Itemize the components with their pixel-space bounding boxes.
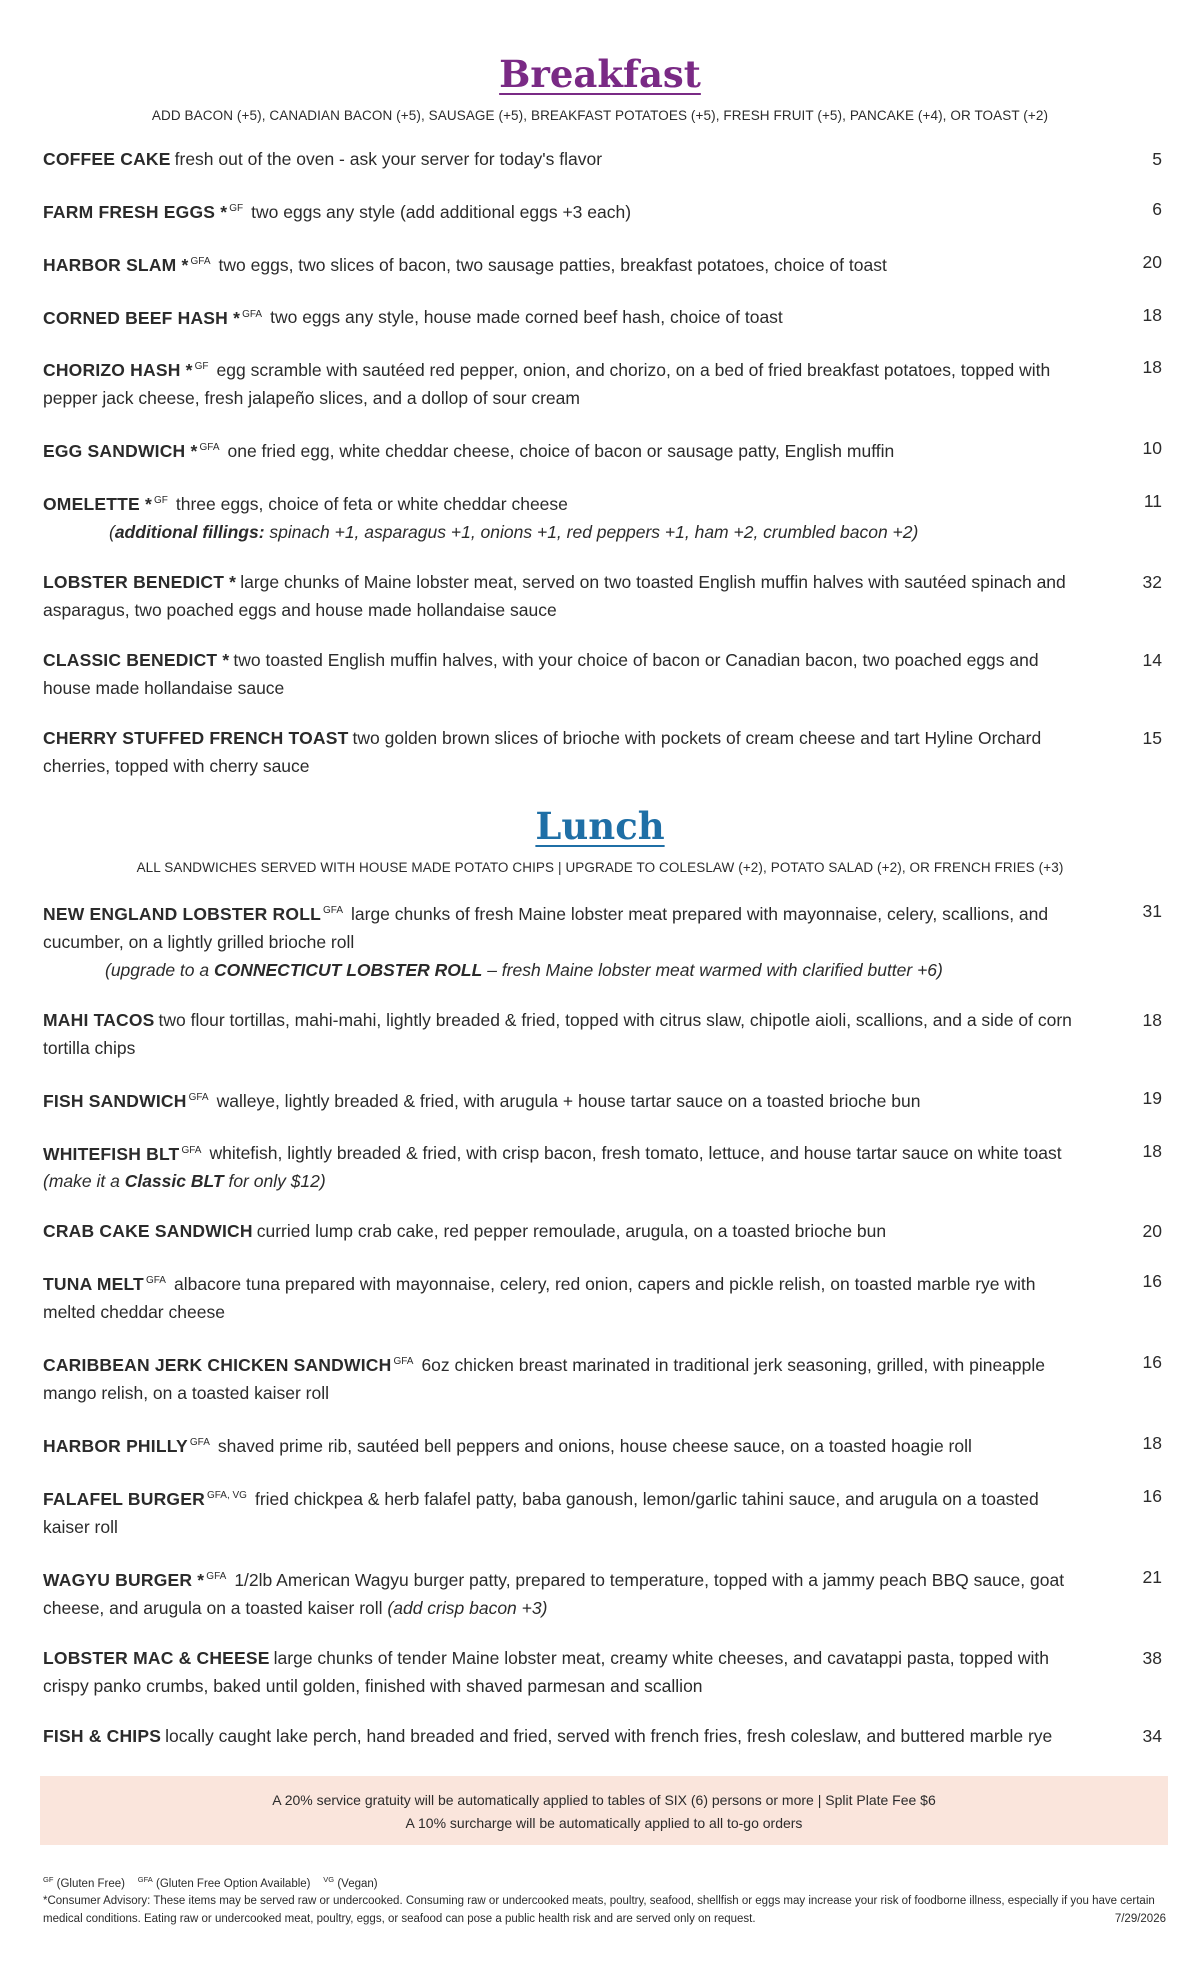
menu-item	[43, 434, 1162, 465]
menu-item	[43, 646, 1162, 702]
menu-item-text	[43, 568, 1122, 624]
menu-item-description: fresh out of the oven - ask your server for today's flavor	[174, 149, 603, 169]
menu-item	[43, 1348, 1162, 1407]
menu-item-description: three eggs, choice of feta or white cheddar cheese	[175, 493, 568, 514]
menu-item	[43, 487, 1162, 546]
menu-item-price: 16	[1142, 1352, 1162, 1373]
menu-item-price: 20	[1142, 1221, 1162, 1242]
menu-item-text	[43, 646, 1122, 702]
menu-item-options: (upgrade to a CONNECTICUT LOBSTER ROLL – fresh Maine lobster meat warmed with clarified butter +6)	[105, 959, 943, 980]
menu-item-price: 32	[1142, 571, 1162, 592]
menu-item-price: 31	[1142, 900, 1162, 921]
menu-item-text	[43, 353, 1122, 412]
menu-item	[43, 1217, 1162, 1245]
vg-tag: VG	[323, 1874, 335, 1884]
vg-label: (Vegan)	[337, 1877, 378, 1890]
menu-item-description: 1/2lb American Wagyu burger patty, prepared to temperature, topped with a jammy peach BBQ sauce, goat cheese, and arugula on a toasted kaiser roll	[43, 1569, 1065, 1618]
menu-item-description: one fried egg, white cheddar cheese, choice of bacon or sausage patty, English muffin	[227, 441, 895, 462]
menu-item-name: LOBSTER MAC & CHEESE	[43, 1647, 270, 1668]
dietary-tags: GFA	[189, 1437, 210, 1449]
menu-item-text	[43, 145, 1122, 173]
menu-item-description: 6oz chicken breast marinated in traditional jerk seasoning, grilled, with pineapple mango relish, on a toasted kaiser roll	[43, 1355, 1046, 1404]
menu-item-price: 14	[1142, 649, 1162, 670]
menu-item	[43, 1644, 1162, 1700]
menu-item-text	[43, 1563, 1122, 1622]
menu-item-price: 16	[1142, 1271, 1162, 1292]
menu-item-description: two eggs any style (add additional eggs +3 each)	[251, 201, 632, 222]
menu-item-price: 18	[1142, 357, 1162, 378]
menu-item	[43, 1137, 1162, 1196]
dietary-tags: GF	[229, 203, 244, 214]
menu-item-note-suffix: for only $12)	[228, 1171, 326, 1192]
dietary-tags: GFA	[393, 1356, 414, 1368]
menu-item-description: large chunks of Maine lobster meat, served on two toasted English muffin halves with sautéed spinach and asparagus, two poached eggs and house made hollandaise sauce	[43, 571, 1066, 620]
menu-date: 7/29/2026	[1114, 1913, 1166, 1926]
menu-item-description: two eggs any style, house made corned beef hash, choice of toast	[270, 307, 783, 328]
menu-item-description: two toasted English muffin halves, with your choice of bacon or Canadian bacon, two poached eggs and house made hollandaise sauce	[43, 649, 1039, 698]
menu-item-name: CHORIZO HASH *	[43, 360, 193, 381]
menu-item-description: shaved prime rib, sautéed bell peppers and onions, house cheese sauce, on a toasted hoagie roll	[217, 1435, 972, 1456]
menu-item	[43, 301, 1162, 332]
menu-item-options: (additional fillings: spinach +1, asparagus +1, onions +1, red peppers +1, ham +2, crumbled bacon +2)	[109, 521, 919, 542]
dietary-tags: GFA	[206, 1570, 227, 1582]
legend-tags	[43, 1871, 378, 1893]
menu-item-text	[43, 1267, 1122, 1326]
menu-item-name: CRAB CAKE SANDWICH	[43, 1221, 253, 1242]
menu-item-description: curried lump crab cake, red pepper remoulade, arugula, on a toasted brioche bun	[256, 1221, 887, 1242]
breakfast-items	[43, 145, 1162, 780]
menu-item-price: 20	[1142, 251, 1162, 272]
menu-item-name: FALAFEL BURGER	[43, 1488, 205, 1509]
menu-item-price: 18	[1142, 1009, 1162, 1030]
menu-item	[43, 724, 1162, 780]
menu-item-text	[43, 434, 1122, 465]
dietary-tags: GFA	[190, 255, 211, 267]
gfa-label: (Gluten Free Option Available)	[156, 1877, 311, 1890]
menu-item-description: two eggs, two slices of bacon, two sausage patties, breakfast potatoes, choice of toast	[218, 254, 887, 275]
options-list: spinach +1, asparagus +1, onions +1, red peppers +1, ham +2, crumbled bacon +2	[269, 521, 913, 542]
menu-item	[43, 248, 1162, 279]
menu-item	[43, 1267, 1162, 1326]
lunch-items	[43, 897, 1162, 1750]
menu-item-text	[43, 487, 1122, 546]
menu-item-price: 18	[1142, 1140, 1162, 1161]
menu-item	[43, 353, 1162, 412]
dietary-tags: GFA	[181, 1144, 202, 1156]
gf-label: (Gluten Free)	[56, 1877, 126, 1890]
menu-item-price: 18	[1142, 1433, 1162, 1454]
menu-item-name: FISH & CHIPS	[43, 1725, 162, 1746]
menu-item-text	[43, 1644, 1122, 1700]
breakfast-addons-note: ADD BACON (+5), CANADIAN BACON (+5), SAUSAGE (+5), BREAKFAST POTATOES (+5), FRESH FRUIT (+5), PANCAKE (+4), OR TOAST (+2)	[151, 108, 1049, 123]
menu-item-price: 6	[1152, 199, 1162, 219]
menu-item-name: HARBOR PHILLY	[43, 1435, 188, 1456]
menu-item-text	[43, 1429, 1122, 1460]
menu-item-description: locally caught lake perch, hand breaded and fried, served with french fries, fresh coleslaw, and buttered marble rye	[165, 1725, 1053, 1746]
menu-item-text	[43, 1348, 1122, 1407]
menu-item	[43, 1722, 1162, 1750]
menu-item-description: two golden brown slices of brioche with pockets of cream cheese and tart Hyline Orchard cherries, topped with cherry sauce	[43, 727, 1042, 776]
menu-item-name: EGG SANDWICH *	[43, 441, 198, 462]
menu-item-price: 19	[1142, 1087, 1162, 1108]
gfa-tag: GFA	[137, 1874, 153, 1884]
menu-item-description: two flour tortillas, mahi-mahi, lightly breaded & fried, topped with citrus slaw, chipotle aioli, scallions, and a side of corn tortilla chips	[43, 1009, 1072, 1058]
menu-item	[43, 195, 1162, 226]
menu-item-text	[43, 301, 1122, 332]
menu-item-name: FARM FRESH EGGS *	[43, 201, 228, 222]
menu-item-name: FISH SANDWICH	[43, 1090, 187, 1111]
dietary-legend	[43, 1871, 1166, 1929]
menu-item-text	[43, 1722, 1122, 1750]
menu-item-description: walleye, lightly breaded & fried, with arugula + house tartar sauce on a toasted brioche bun	[216, 1090, 921, 1111]
menu-item-description: large chunks of tender Maine lobster meat, creamy white cheeses, and cavatappi pasta, topped with crispy panko crumbs, baked until golden, finished with shaved parmesan and scallion	[43, 1647, 1049, 1696]
menu-item-name: CORNED BEEF HASH *	[43, 307, 241, 328]
menu-item-price: 11	[1143, 491, 1162, 512]
menu-item	[43, 1563, 1162, 1622]
menu-item	[43, 1084, 1162, 1115]
menu-item-text	[43, 1217, 1122, 1245]
menu-item-price: 21	[1142, 1566, 1162, 1587]
dietary-tags: GF	[153, 495, 168, 507]
menu-item-text	[43, 1137, 1122, 1196]
lunch-sides-note: ALL SANDWICHES SERVED WITH HOUSE MADE POTATO CHIPS | UPGRADE TO COLESLAW (+2), POTATO SALAD (+2), OR FRENCH FRIES (+3)	[136, 859, 1064, 875]
menu-item-price: 38	[1142, 1647, 1162, 1668]
breakfast-title: Breakfast	[499, 52, 701, 96]
gratuity-notice: A 20% service gratuity will be automatically applied to tables of SIX (6) persons or more | Split Plate Fee $6	[272, 1791, 936, 1808]
menu-item-name: HARBOR SLAM *	[43, 254, 189, 275]
service-notice	[40, 1776, 1168, 1845]
options-label: CONNECTICUT LOBSTER ROLL	[213, 959, 483, 980]
menu-item-note: (add crisp bacon +3)	[387, 1597, 548, 1618]
legend-row	[43, 1871, 1166, 1893]
gf-tag: GF	[43, 1874, 54, 1884]
menu-item-name: CHERRY STUFFED FRENCH TOAST	[43, 727, 349, 748]
menu-item-name: TUNA MELT	[43, 1274, 144, 1295]
menu-item-name: WHITEFISH BLT	[43, 1143, 180, 1164]
menu-item-note-highlight: Classic BLT	[124, 1171, 224, 1192]
menu-item-text	[43, 1006, 1122, 1062]
dietary-tags: GFA	[242, 308, 263, 320]
dietary-tags: GFA	[322, 904, 343, 916]
dietary-tags: GFA	[188, 1091, 209, 1103]
menu-item-price: 5	[1152, 149, 1162, 169]
menu-item-price: 34	[1142, 1725, 1162, 1746]
menu-item	[43, 1006, 1162, 1062]
menu-item-description: whitefish, lightly breaded & fried, with crisp bacon, fresh tomato, lettuce, and house tartar sauce on white toast	[209, 1143, 1062, 1164]
menu-item-description: egg scramble with sautéed red pepper, onion, and chorizo, on a bed of fried breakfast potatoes, topped with pepper jack cheese, fresh jalapeño slices, and a dollop of sour cream	[43, 360, 1051, 409]
menu-item-text	[43, 248, 1122, 279]
menu-item-name: WAGYU BURGER *	[43, 1569, 205, 1590]
menu-item-price: 15	[1142, 727, 1162, 748]
menu-item-text	[43, 897, 1122, 984]
menu-item-name: CLASSIC BENEDICT *	[43, 649, 230, 670]
dietary-tags: GFA, VG	[206, 1489, 247, 1501]
menu-item-description: fried chickpea & herb falafel patty, baba ganoush, lemon/garlic tahini sauce, and arugula on a toasted kaiser roll	[43, 1488, 1039, 1537]
menu-item-price: 16	[1142, 1485, 1162, 1506]
menu-item-description: albacore tuna prepared with mayonnaise, celery, red onion, capers and pickle relish, on toasted marble rye with melted cheddar cheese	[43, 1274, 1036, 1323]
menu-item-price: 10	[1142, 438, 1162, 459]
menu-item	[43, 145, 1162, 173]
menu-item-text	[43, 724, 1122, 780]
menu-item-text	[43, 1084, 1122, 1115]
menu-item-price: 18	[1142, 304, 1162, 325]
dietary-tags: GFA	[199, 442, 220, 454]
surcharge-notice: A 10% surcharge will be automatically applied to all to-go orders	[405, 1814, 803, 1831]
menu-item	[43, 1482, 1162, 1541]
menu-item-text	[43, 1482, 1122, 1541]
menu-item-name: OMELETTE *	[43, 493, 152, 514]
options-list: – fresh Maine lobster meat warmed with clarified butter +6	[487, 959, 938, 980]
consumer-advisory: *Consumer Advisory: These items may be served raw or undercooked. Consuming raw or undercooked meats, poultry, seafood, shellfish or eggs may increase your risk of foodborne illness, especially if you have certain medical conditions. Eating raw or undercooked meat, poultry, eggs, or seafood can pose a public health risk and are served only on request.	[43, 1895, 1155, 1926]
menu-item	[43, 1429, 1162, 1460]
menu-item-name: LOBSTER BENEDICT *	[43, 571, 237, 592]
menu-item	[43, 568, 1162, 624]
menu-item-description: large chunks of fresh Maine lobster meat prepared with mayonnaise, celery, scallions, and cucumber, on a lightly grilled brioche roll	[43, 903, 1049, 952]
options-prefix: upgrade to a	[110, 959, 210, 980]
lunch-title: Lunch	[535, 803, 665, 848]
menu-item-name: MAHI TACOS	[43, 1009, 155, 1030]
dietary-tags: GFA	[145, 1275, 166, 1287]
menu-item-text	[43, 195, 1122, 226]
options-label: additional fillings:	[114, 521, 265, 542]
menu-item-name: NEW ENGLAND LOBSTER ROLL	[43, 903, 321, 924]
menu-item-name: COFFEE CAKE	[43, 149, 171, 169]
menu-item-name: CARIBBEAN JERK CHICKEN SANDWICH	[43, 1355, 392, 1376]
menu-item-note-prefix: (make it a	[43, 1171, 120, 1192]
menu-item	[43, 897, 1162, 984]
dietary-tags: GF	[194, 361, 209, 373]
